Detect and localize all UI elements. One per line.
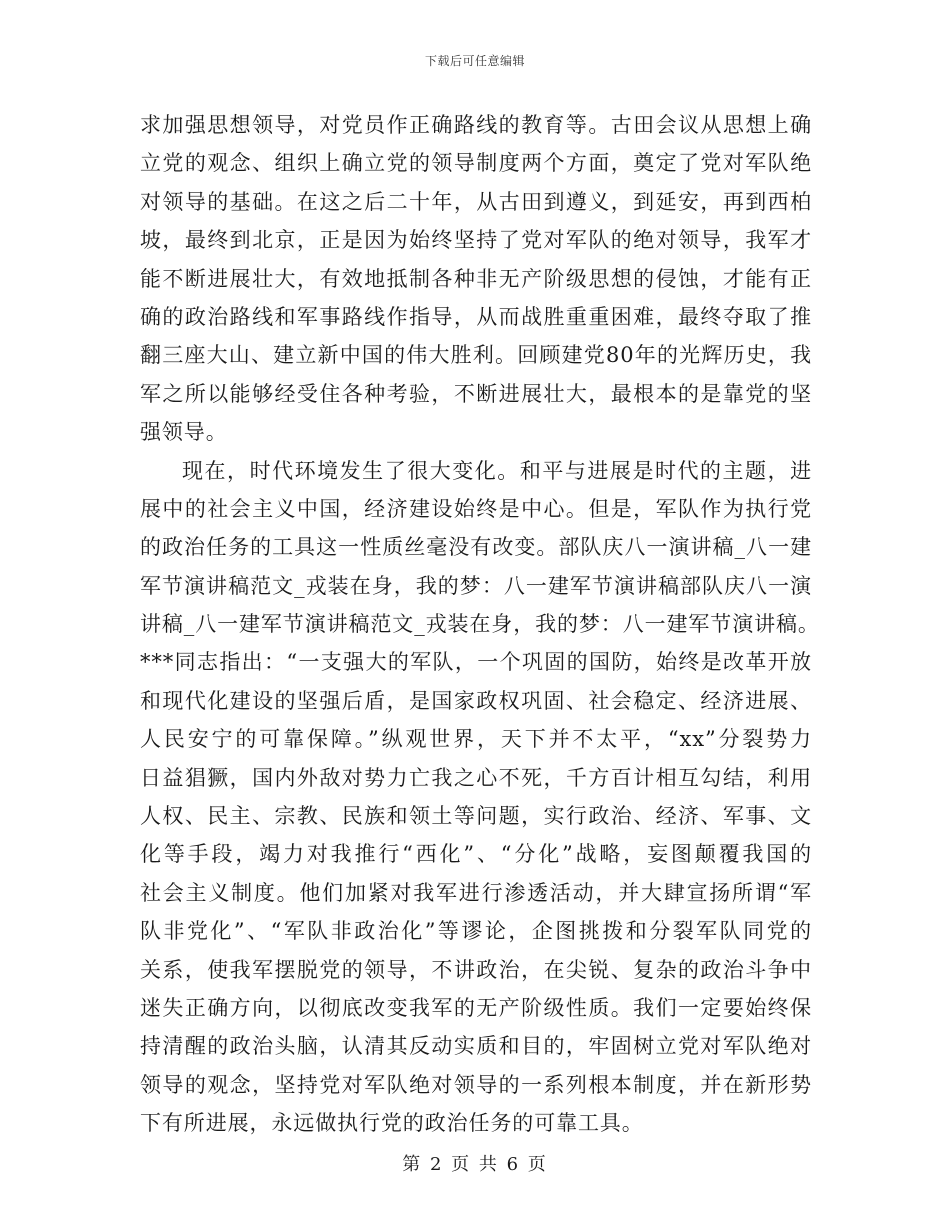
page-header: 下载后可任意编辑 <box>424 54 525 68</box>
text-line: 和现代化建设的坚强后盾，是国家政权巩固、社会稳定、经济进展、 <box>140 688 812 713</box>
text-line: 的政治任务的工具这一性质丝毫没有改变。部队庆八一演讲稿_八一建 <box>140 535 812 560</box>
text-line: 军之所以能够经受住各种考验，不断进展壮大，最根本的是靠党的坚 <box>140 381 812 406</box>
text-line: 翻三座大山、建立新中国的伟大胜利。回顾建党80年的光辉历史，我 <box>140 343 812 368</box>
text-line: ***同志指出：“一支强大的军队，一个巩固的国防，始终是改革开放 <box>140 650 812 675</box>
paragraph-1 <box>140 106 812 452</box>
document-body <box>140 106 820 1143</box>
text-line: 能不断进展壮大，有效地抵制各种非无产阶级思想的侵蚀，才能有正 <box>140 266 812 291</box>
text-line: 坡，最终到北京，正是因为始终坚持了党对军队的绝对领导，我军才 <box>140 228 812 253</box>
text-line: 强领导。 <box>140 420 228 445</box>
text-line: 现在，时代环境发生了很大变化。和平与进展是时代的主题，进 <box>182 458 812 483</box>
text-line: 求加强思想领导，对党员作正确路线的教育等。古田会议从思想上确 <box>140 113 812 137</box>
text-line: 确的政治路线和军事路线作指导，从而战胜重重困难，最终夺取了推 <box>140 304 812 329</box>
text-line: 人民安宁的可靠保障。”纵观世界，天下并不太平，“xx”分裂势力 <box>140 727 812 752</box>
page-number-footer: 第 2 页 共 6 页 <box>402 1154 548 1175</box>
text-line: 社会主义制度。他们加紧对我军进行渗透活动，并大肆宣扬所谓“军 <box>140 880 812 905</box>
paragraph-2 <box>140 452 820 1143</box>
text-line: 军节演讲稿范文_戎装在身，我的梦：八一建军节演讲稿部队庆八一演 <box>140 573 812 598</box>
text-line: 领导的观念，坚持党对军队绝对领导的一系列根本制度，并在新形势 <box>140 1072 812 1097</box>
text-line: 化等手段，竭力对我推行“西化”、“分化”战略，妄图颠覆我国的 <box>140 842 812 867</box>
text-line: 日益猖獗，国内外敌对势力亡我之心不死，千方百计相互勾结，利用 <box>140 765 812 790</box>
text-line: 队非党化”、“军队非政治化”等谬论，企图挑拨和分裂军队同党的 <box>140 919 812 944</box>
text-line: 讲稿_八一建军节演讲稿范文_戎装在身，我的梦：八一建军节演讲稿。 <box>140 612 820 637</box>
text-line: 人权、民主、宗教、民族和领土等问题，实行政治、经济、军事、文 <box>140 804 812 829</box>
text-line: 对领导的基础。在这之后二十年，从古田到遵义，到延安，再到西柏 <box>140 189 812 214</box>
text-line: 迷失正确方向，以彻底改变我军的无产阶级性质。我们一定要始终保 <box>140 995 812 1020</box>
text-line: 持清醒的政治头脑，认清其反动实质和目的，牢固树立党对军队绝对 <box>140 1034 812 1059</box>
text-line: 立党的观念、组织上确立党的领导制度两个方面，奠定了党对军队绝 <box>140 151 812 176</box>
text-line: 下有所进展，永远做执行党的政治任务的可靠工具。 <box>140 1111 644 1136</box>
text-line: 展中的社会主义中国，经济建设始终是中心。但是，军队作为执行党 <box>140 496 812 521</box>
text-line: 关系，使我军摆脱党的领导，不讲政治，在尖锐、复杂的政治斗争中 <box>140 957 812 982</box>
